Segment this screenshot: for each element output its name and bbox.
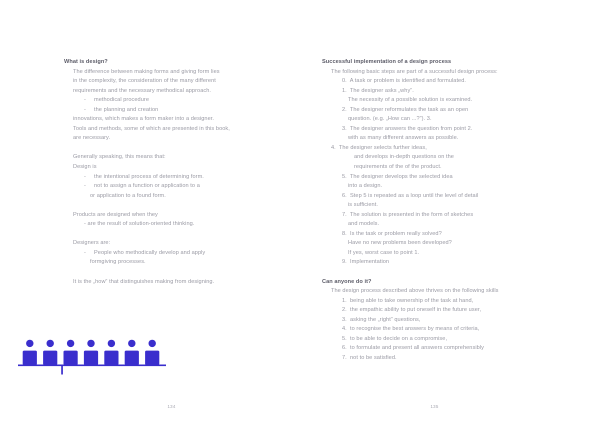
right-item-one-line: 2. The designer reformulates the task as an open	[342, 106, 469, 113]
people-row-icon	[18, 336, 178, 382]
pictogram-stem	[61, 365, 63, 375]
person-body-icon	[125, 351, 139, 365]
person-head-icon	[87, 340, 94, 347]
page-number-left: 134	[167, 404, 176, 409]
right-item-one-line: into a design.	[348, 183, 383, 190]
right-item-two-line: 6. to formulate and present all answers comprehensibly	[342, 345, 484, 352]
right-item-one-line: 0. A task or problem is identified and formulated.	[342, 78, 467, 85]
left-page-body	[64, 68, 279, 288]
left-body-blank-line	[64, 230, 279, 240]
person-head-icon	[26, 340, 33, 347]
left-body-line: Designers are:	[73, 240, 111, 247]
person-head-icon	[108, 340, 115, 347]
right-item-one-line: If yes, worst case to point 1.	[348, 249, 420, 256]
left-body-line: innovations, which makes a form maker into a designer.	[73, 116, 214, 123]
person-body-icon	[84, 351, 98, 365]
section-gap	[322, 268, 547, 278]
right-item-one-line: and models.	[348, 221, 380, 228]
right-section-one-heading: Successful implementation of a design process	[322, 59, 452, 65]
right-section-two-intro: The design process described above thrives on the following skills	[331, 288, 499, 295]
right-section-two-list	[322, 297, 547, 364]
left-body-line: The difference between making forms and giving form lies	[73, 68, 220, 75]
right-section-one-intro: The following basic steps are part of a successful design process:	[331, 68, 498, 75]
left-body-line: or application to a found form.	[90, 192, 166, 199]
left-body-blank-line	[64, 201, 279, 211]
left-body-line: - the planning and creation	[84, 106, 159, 113]
right-page-column	[322, 58, 547, 364]
right-item-two-line: 5. to be able to decide on a compromise,	[342, 335, 448, 342]
left-body-line: formgiving processes.	[90, 259, 146, 266]
left-page-column	[64, 58, 279, 287]
right-item-one-line: 6. Step 5 is repeated as a loop until the level of detail	[342, 192, 479, 199]
right-section-one-list	[322, 77, 547, 268]
left-body-line: Design is	[73, 164, 97, 171]
right-item-one-line: requirements of the of the product.	[354, 164, 442, 171]
left-body-line: It is the „how“ that distinguishes making from designing.	[73, 278, 215, 285]
right-item-one-line: 5. The designer develops the selected idea	[342, 173, 453, 180]
left-body-line: in the complexity, the consideration of the many different	[73, 78, 216, 85]
right-item-one-line: 9. Implementation	[342, 259, 390, 266]
pictogram-baseline	[18, 365, 166, 367]
person-body-icon	[145, 351, 159, 365]
left-body-line: Products are designed when they	[73, 211, 158, 218]
right-item-two-line: 1. being able to take ownership of the task at hand,	[342, 297, 474, 304]
person-body-icon	[104, 351, 118, 365]
left-body-line: - are the result of solution-oriented thinking.	[84, 221, 195, 228]
right-item-two-line: 4. to recognise the best answers by means of criteria,	[342, 326, 480, 333]
right-item-one-line: with as many different answers as possible.	[348, 135, 459, 142]
person-head-icon	[47, 340, 54, 347]
people-row-pictogram	[18, 336, 178, 382]
person-body-icon	[43, 351, 57, 365]
right-item-one-line: 4. The designer selects further ideas,	[331, 144, 427, 151]
right-item-one-line: 1. The designer asks „why“.	[342, 87, 414, 94]
left-body-line: requirements and the necessary methodical approach.	[73, 87, 212, 94]
person-body-icon	[23, 351, 37, 365]
left-body-line: are necessary.	[73, 135, 111, 142]
right-section-two-heading: Can anyone do it?	[322, 278, 372, 285]
left-body-line: - the intentional process of determining form.	[84, 173, 204, 180]
right-item-two-line: 2. the empathic ability to put oneself in the future user,	[342, 307, 482, 314]
left-body-blank-line	[64, 268, 279, 278]
left-page-heading: What is design?	[64, 59, 108, 65]
left-body-line: - People who methodically develop and apply	[84, 249, 206, 256]
page-number-right: 135	[430, 404, 439, 409]
right-item-one-line: question. (e.g. „How can ...?“). 3.	[348, 116, 432, 123]
person-head-icon	[149, 340, 156, 347]
right-item-one-line: Have no new problems been developed?	[348, 240, 452, 247]
right-item-one-line: 7. The solution is presented in the form of sketches	[342, 211, 474, 218]
right-item-one-line: and develops in-depth questions on the	[354, 154, 454, 161]
left-body-line: - not to assign a function or application to a	[84, 183, 200, 190]
right-item-two-line: 3. asking the „right“ questions,	[342, 316, 421, 323]
left-body-line: Tools and methods, some of which are presented in this book,	[73, 125, 230, 132]
right-item-one-line: 3. The designer answers the question from point 2.	[342, 125, 473, 132]
left-body-blank-line	[64, 144, 279, 154]
right-item-one-line: 8. Is the task or problem really solved?	[342, 230, 442, 237]
right-item-one-line: is sufficient.	[348, 202, 378, 209]
right-item-two-line: 7. not to be satisfied.	[342, 354, 397, 361]
person-head-icon	[128, 340, 135, 347]
person-body-icon	[64, 351, 78, 365]
left-body-line: Generally speaking, this means that:	[73, 154, 166, 161]
right-item-one-line: The necessity of a possible solution is examined.	[348, 97, 473, 104]
left-body-line: - methodical procedure	[84, 97, 149, 104]
person-head-icon	[67, 340, 74, 347]
